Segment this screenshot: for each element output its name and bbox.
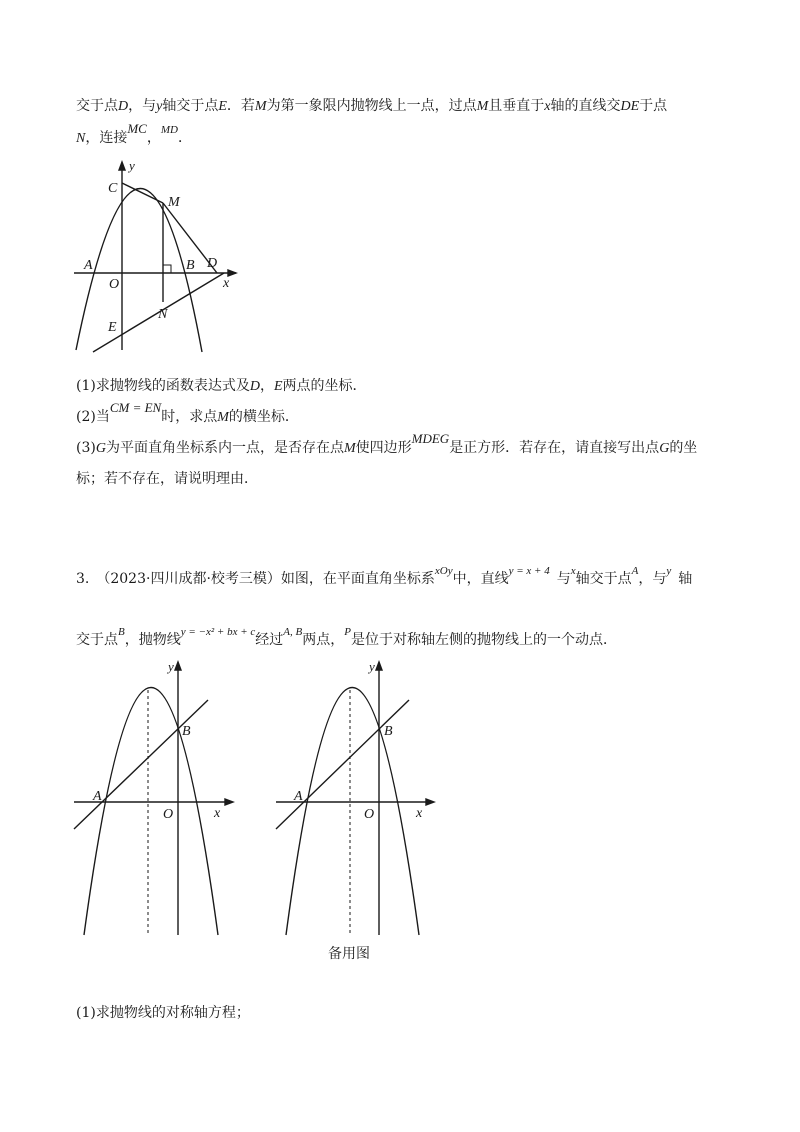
label-C: C: [108, 181, 118, 196]
var-x: x: [570, 565, 576, 577]
problem2-intro-line1: 交于点D，与y轴交于点E．若M为第一象限内抛物线上一点，过点M且垂直于x轴的直线交DE于点: [76, 98, 668, 114]
spare-figure-caption: 备用图: [328, 946, 370, 962]
parabola: [286, 688, 419, 936]
label-y: y: [369, 659, 375, 674]
x-axis-arrow: [426, 799, 434, 805]
segment-MC: MC: [127, 121, 147, 136]
var-M: M: [476, 99, 489, 114]
label-E: E: [108, 320, 117, 335]
var-A: A: [631, 565, 639, 577]
var-B: B: [118, 626, 125, 638]
var-x: x: [544, 99, 551, 114]
label-x: x: [416, 806, 423, 821]
quadrilateral-MDEG: MDEG: [411, 431, 450, 446]
label-x: x: [214, 806, 221, 821]
var-M: M: [254, 99, 267, 114]
problem2-question3-line2: 标；若不存在，请说明理由．: [76, 471, 258, 487]
problem-source: （2023·四川成都·校考三模）: [96, 571, 281, 587]
var-y: y: [156, 99, 163, 114]
var-G: G: [659, 441, 670, 456]
label-O: O: [109, 277, 120, 292]
label-B: B: [182, 724, 191, 739]
label-x: x: [223, 276, 230, 291]
label-y: y: [168, 659, 174, 674]
y-axis-arrow: [376, 662, 382, 670]
var-D: D: [249, 379, 260, 394]
label-O: O: [163, 807, 174, 822]
problem3-line1: 3. （2023·四川成都·校考三模）如图，在平面直角坐标系$^{xOy}$中，直线$^{y = x + 4}$ 与$^x$轴交于点$^A$，与$^y$ 轴: [76, 565, 693, 587]
var-N: N: [76, 131, 86, 146]
label-N: N: [158, 307, 168, 322]
problem3-line2: 交于点$^B$，抛物线$^{y = -x^2 + bx + c}$经过$^{A, B}$两点，$^P$是位于对称轴左侧的抛物线上的一个动点．: [76, 626, 617, 648]
label-B: B: [186, 258, 195, 273]
equation-line: y = x + 4: [508, 565, 550, 577]
label-M: M: [168, 195, 180, 210]
problem2-question1: (1)求抛物线的函数表达式及D，E两点的坐标．: [76, 378, 367, 394]
label-y: y: [129, 158, 135, 173]
var-E: E: [218, 99, 227, 114]
points-A-B: A, B: [283, 626, 303, 638]
problem-number: 3.: [76, 571, 90, 587]
var-M: M: [217, 410, 229, 425]
label-B: B: [384, 724, 393, 739]
problem3-question1: (1)求抛物线的对称轴方程；: [76, 1005, 250, 1021]
label-A: A: [84, 258, 93, 273]
problem2-intro-line2: N，连接MC，$^{MD}$．: [76, 121, 192, 146]
var-M: M: [343, 441, 356, 456]
label-A: A: [93, 789, 102, 804]
var-y: y: [666, 565, 672, 577]
var-E: E: [273, 379, 283, 394]
segment-MD: MD: [160, 124, 178, 136]
equation-parabola: y = −x² + bx + c: [180, 626, 256, 638]
equation-CM-EN: CM = EN: [109, 400, 162, 415]
coordinate-system-xOy: xOy: [434, 565, 453, 577]
label-D: D: [207, 256, 218, 271]
problem2-question3-line1: (3)G为平面直角坐标系内一点，是否存在点M使四边形MDEG是正方形．若存在，请直接写出点G的坐: [76, 431, 698, 456]
var-P: P: [344, 626, 351, 638]
var-D: D: [118, 99, 129, 114]
var-DE: DE: [620, 99, 640, 114]
label-A: A: [294, 789, 303, 804]
label-O: O: [364, 807, 375, 822]
var-G: G: [95, 441, 106, 456]
problem2-question2: (2)当CM = EN时，求点M的横坐标．: [76, 400, 299, 425]
